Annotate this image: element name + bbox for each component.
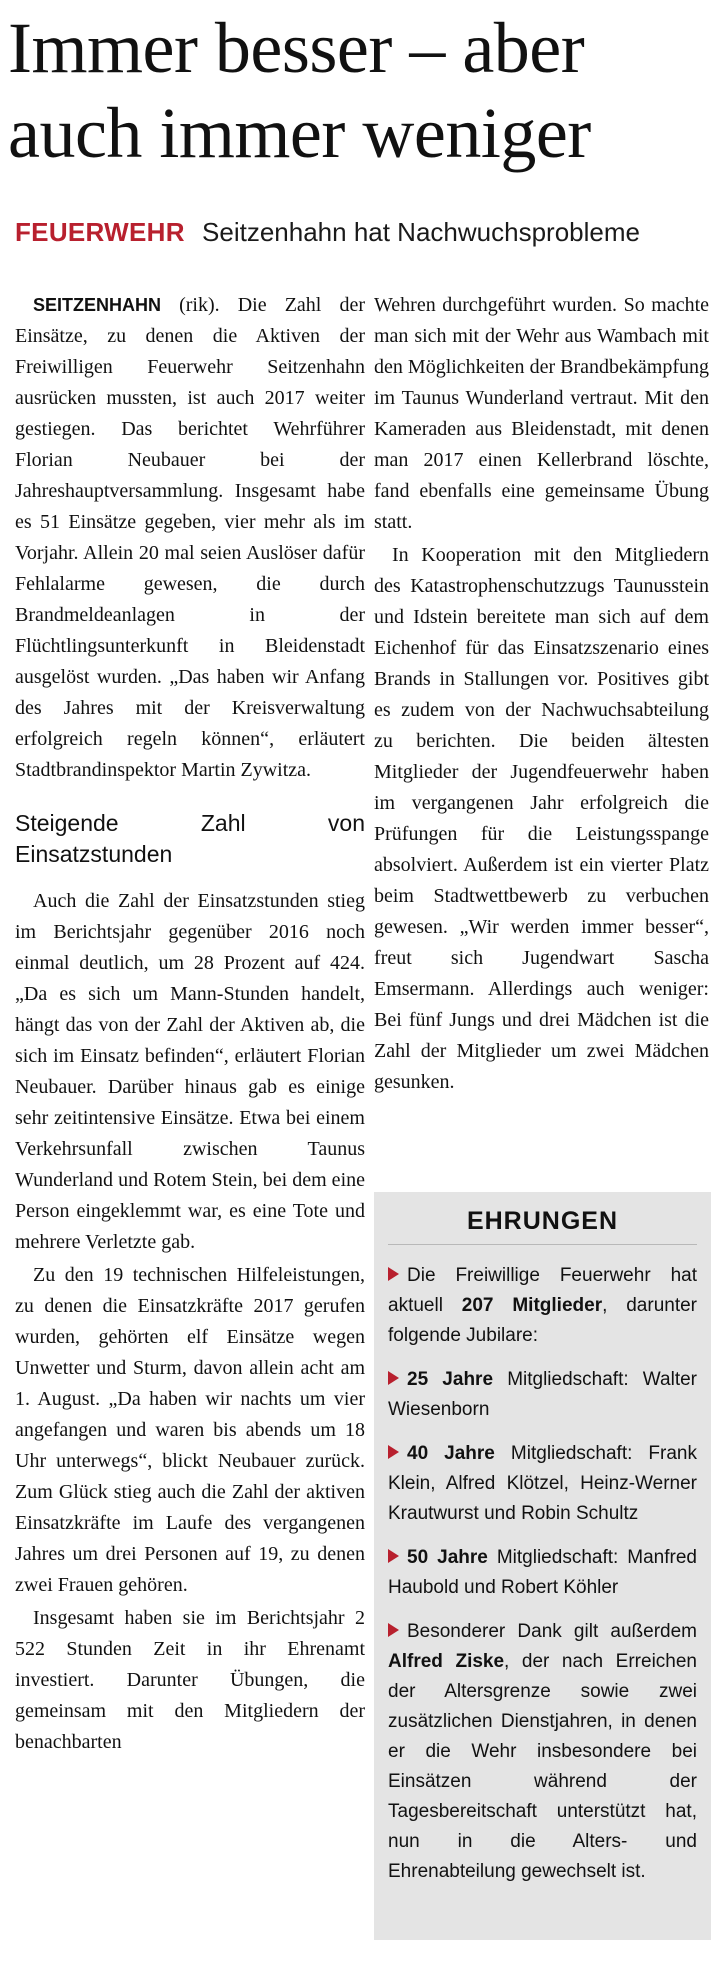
box-item-dank bbox=[388, 1617, 697, 1887]
box-item-text: , der nach Erreichen der Altersgrenze sowie zwei zusätzlichen Dienstjahren, in denen er die Wehr insbesondere bei Einsätzen während der Tagesbereitschaft unterstützt hat, nun in die Alters- und Ehrenabteilung gewechselt ist. bbox=[388, 1651, 697, 1882]
triangle-bullet-icon bbox=[388, 1549, 399, 1563]
column-right bbox=[374, 290, 709, 1100]
box-item-bold: 50 Jahre bbox=[407, 1547, 488, 1568]
triangle-bullet-icon bbox=[388, 1267, 399, 1281]
box-item-bold: 40 Jahre bbox=[407, 1443, 495, 1464]
triangle-bullet-icon bbox=[388, 1623, 399, 1637]
box-item-text: , darunter folgende Jubilare: bbox=[388, 1295, 698, 1346]
box-item-bold: Alfred Ziske bbox=[388, 1651, 505, 1672]
box-item-25-jahre bbox=[388, 1365, 697, 1425]
box-item-members bbox=[388, 1261, 697, 1351]
box-item-bold: 207 Mitglieder bbox=[461, 1295, 603, 1316]
paragraph-6: In Kooperation mit den Mitgliedern des Katastrophenschutzzugs Taunusstein und Idstein bereitete man sich auf dem Eichenhof für das Einsatzszenario eines Brands in Stallungen vor. Positives gibt es zudem von der Nachwuchsabteilung zu berichten. Die beiden ältesten Mitglieder der Jugendfeuerwehr haben im vergangenen Jahr erfolgreich die Prüfungen für die Leistungsspange absolviert. Außerdem ist ein vierter Platz beim Stadtwettbewerb zu verbuchen gewesen. „Wir werden immer besser“, freut sich Jugendwart Sascha Emsermann. Allerdings auch weniger: Bei fünf Jungs und drei Mädchen ist die Zahl der Mitglieder um zwei Mädchen gesunken. bbox=[374, 544, 709, 1093]
paragraph-2: Auch die Zahl der Einsatzstunden stieg im Berichtsjahr gegenüber 2016 noch einmal deutlich, um 28 Prozent auf 424. „Da es sich um Mann-Stunden handelt, hängt das von der Zahl der Aktiven ab, die sich im Einsatz befinden“, erläutert Florian Neubauer. Darüber hinaus gab es einige sehr zeitintensive Einsätze. Etwa bei einem Verkehrsunfall zwischen Taunus Wunderland und Rotem Stein, bei dem eine Person eingeklemmt war, es eine Tote und mehrere Verletzte gab. bbox=[15, 890, 365, 1253]
box-item-text: Mitgliedschaft: Walter Wiesenborn bbox=[388, 1369, 697, 1420]
triangle-bullet-icon bbox=[388, 1371, 399, 1385]
box-item-bold: 25 Jahre bbox=[407, 1369, 494, 1390]
paragraph-1-text: (rik). Die Zahl der Einsätze, zu denen die Aktiven der Freiwilligen Feuerwehr Seitzenhahn ausrücken mussten, ist auch 2017 weiter gestiegen. Das berichtet Wehrführer Florian Neubauer bei der Jahreshauptversammlung. Insgesamt habe es 51 Einsätze gegeben, vier mehr als im Vorjahr. Allein 20 mal seien Auslöser dafür Fehlalarme gewesen, die durch Brandmeldeanlagen in der Flüchtlingsunterkunft in Bleidenstadt ausgelöst wurden. „Das haben wir Anfang des Jahres mit der Kreisverwaltung erfolgreich regeln können“, erläutert Stadtbrandinspektor Martin Zywitza. bbox=[15, 294, 365, 781]
dateline: SEITZENHAHN bbox=[33, 295, 162, 315]
box-item-text: Mitgliedschaft: Frank Klein, Alfred Klötzel, Heinz-Werner Krautwurst und Robin Schultz bbox=[388, 1443, 697, 1524]
paragraph-4: Insgesamt haben sie im Berichtsjahr 2 522 Stunden Zeit in ihr Ehrenamt investiert. Darunter Übungen, die gemeinsam mit den Mitgliedern der benachbarten bbox=[15, 1607, 365, 1753]
box-item-40-jahre bbox=[388, 1439, 697, 1529]
kicker: FEUERWEHR bbox=[15, 217, 185, 247]
box-item-text: Mitgliedschaft: Manfred Haubold und Robert Köhler bbox=[388, 1547, 697, 1598]
ehrungen-box bbox=[374, 1192, 711, 1940]
subline: Seitzenhahn hat Nachwuchsprobleme bbox=[202, 217, 640, 247]
paragraph-3: Zu den 19 technischen Hilfeleistungen, zu denen die Einsatzkräfte 2017 gerufen wurden, gehörten elf Einsätze wegen Unwetter und Sturm, davon allein acht am 1. August. „Da haben wir nachts um vier angefangen und waren bis abends um 18 Uhr unterwegs“, blickt Neubauer zurück. Zum Glück stieg auch die Zahl der aktiven Einsatzkräfte im Laufe des vergangenen Jahres um drei Personen auf 19, zu denen zwei Frauen gehören. bbox=[15, 1264, 365, 1596]
headline bbox=[8, 6, 712, 176]
box-item-text: Besonderer Dank gilt außerdem bbox=[407, 1621, 697, 1642]
box-item-50-jahre bbox=[388, 1543, 697, 1603]
dachzeile bbox=[15, 216, 715, 248]
box-title: EHRUNGEN bbox=[388, 1206, 697, 1245]
headline-line-2: auch immer weniger bbox=[8, 93, 591, 173]
triangle-bullet-icon bbox=[388, 1445, 399, 1459]
headline-line-1: Immer besser – aber bbox=[8, 8, 585, 88]
subheading: Steigende Zahl von Einsatzstunden bbox=[15, 810, 365, 867]
column-left bbox=[15, 290, 365, 1760]
paragraph-1 bbox=[15, 290, 365, 786]
box-item-text: Die Freiwillige Feuerwehr hat aktuell bbox=[388, 1265, 697, 1316]
paragraph-5: Wehren durchgeführt wurden. So machte man sich mit der Wehr aus Wambach mit den Möglichkeiten der Brandbekämpfung im Taunus Wunderland vertraut. Mit den Kameraden aus Bleidenstadt, mit denen man 2017 einen Kellerbrand löschte, fand ebenfalls eine gemeinsame Übung statt. bbox=[374, 294, 709, 533]
